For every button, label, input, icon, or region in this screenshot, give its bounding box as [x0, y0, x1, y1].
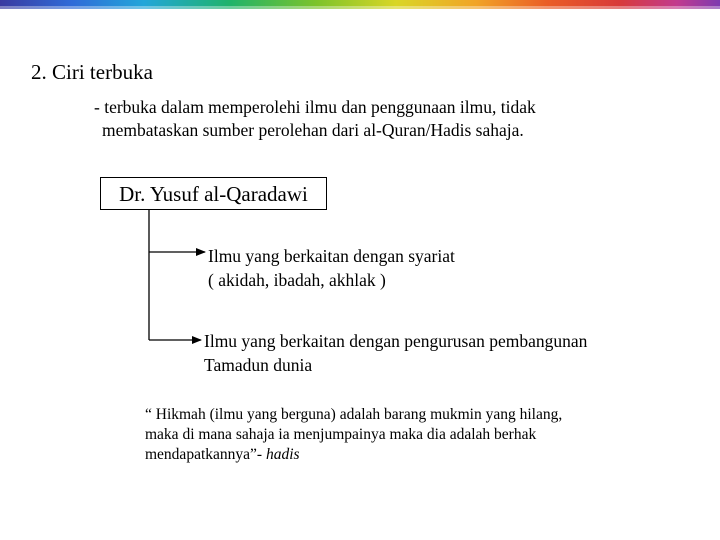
- quote-line-2: maka di mana sahaja ia menjumpainya maka dia adalah berhak: [145, 426, 537, 443]
- hadith-quote: [145, 405, 665, 465]
- branch-1-line-1: Ilmu yang berkaitan dengan syariat: [208, 246, 455, 266]
- branch-2-line-2: Tamadun dunia: [204, 355, 313, 375]
- branch-syariat: [208, 244, 455, 292]
- quote-source: hadis: [265, 446, 300, 463]
- bullet-line-1: - terbuka dalam memperolehi ilmu dan penggunaan ilmu, tidak: [94, 97, 536, 117]
- section-heading: 2. Ciri terbuka: [31, 60, 153, 84]
- quote-line-1: “ Hikmah (ilmu yang berguna) adalah barang mukmin yang hilang,: [145, 406, 563, 423]
- branch-pembangunan: [204, 329, 587, 377]
- scholar-box: Dr. Yusuf al-Qaradawi: [100, 177, 327, 210]
- branch-1-line-2: ( akidah, ibadah, akhlak ): [208, 270, 386, 290]
- quote-line-3-text: mendapatkannya”-: [145, 446, 266, 463]
- bullet-line-2: membataskan sumber perolehan dari al-Quran/Hadis sahaja.: [102, 120, 524, 140]
- branch-2-line-1: Ilmu yang berkaitan dengan pengurusan pembangunan: [204, 331, 588, 351]
- quote-line-3: [145, 445, 665, 465]
